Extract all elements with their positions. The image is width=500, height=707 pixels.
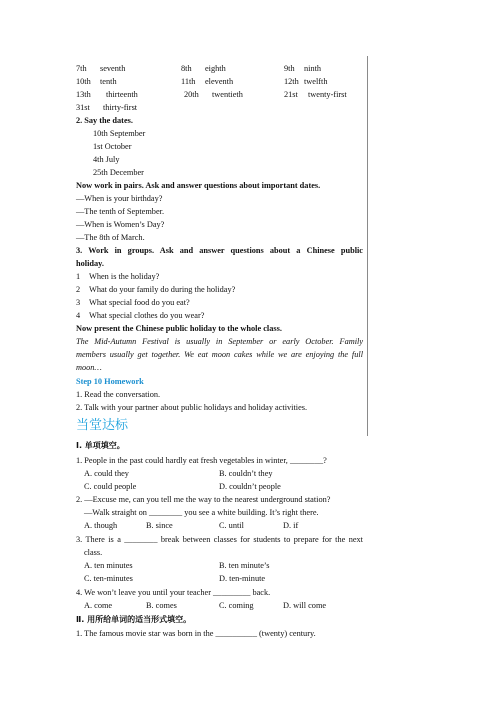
q1-option-d: D. couldn’t people <box>219 482 281 491</box>
q1-stem: 1. People in the past could hardly eat fresh vegetables in winter, ________? <box>76 456 327 465</box>
q4-option-a: A. come <box>84 601 113 610</box>
ordinal-num: 20th <box>184 90 199 99</box>
q4-stem: 4. We won’t leave you until your teacher _________ back. <box>76 588 271 597</box>
ordinal-num: 9th <box>284 64 295 73</box>
question-text: What special clothes do you wear? <box>89 311 205 320</box>
ordinal-word: tenth <box>100 77 117 86</box>
question-text: When is the holiday? <box>89 272 160 281</box>
q4-option-c: C. coming <box>219 601 254 610</box>
pairs-heading: Now work in pairs. Ask and answer questions about important dates. <box>76 181 321 190</box>
ordinal-num: 11th <box>181 77 196 86</box>
example-paragraph-line: members usually get together. We eat moon cakes while we are enjoying the full <box>76 350 363 359</box>
date-item: 10th September <box>93 129 146 138</box>
ordinal-word: ninth <box>304 64 322 73</box>
date-item: 1st October <box>93 142 132 151</box>
ordinal-num: 21st <box>284 90 298 99</box>
part2-title: Ⅱ. 用所给单词的适当形式填空。 <box>76 615 192 624</box>
ordinal-num: 13th <box>76 90 91 99</box>
ordinal-num: 31st <box>76 103 90 112</box>
ordinal-num: 12th <box>284 77 299 86</box>
dialogue-line: —When is your birthday? <box>76 194 163 203</box>
example-paragraph-line: moon… <box>76 363 102 372</box>
date-item: 25th December <box>93 168 144 177</box>
q4-option-b: B. comes <box>146 601 177 610</box>
groups-heading-cont: holiday. <box>76 259 104 268</box>
say-dates-heading: 2. Say the dates. <box>76 116 133 125</box>
q3-stem: 3. There is a ________ break between classes for students to prepare for the next <box>76 535 363 544</box>
ordinal-word: thirteenth <box>106 90 138 99</box>
part1-title: Ⅰ. 单项填空。 <box>76 441 125 450</box>
homework-step-title: Step 10 Homework <box>76 377 144 386</box>
q3-option-c: C. ten-minutes <box>84 574 133 583</box>
q3-stem-cont: class. <box>84 548 103 557</box>
margin-rule <box>367 56 368 436</box>
example-paragraph-line: The Mid-Autumn Festival is usually in September or early October. Family <box>76 337 363 346</box>
question-text: What special food do you eat? <box>89 298 190 307</box>
present-heading: Now present the Chinese public holiday to the whole class. <box>76 324 282 333</box>
ordinal-num: 8th <box>181 64 192 73</box>
q2-option-d: D. if <box>283 521 299 530</box>
ordinal-word: twenty-first <box>308 90 347 99</box>
q1-option-a: A. could they <box>84 469 129 478</box>
q2-stem: 2. —Excuse me, can you tell me the way to the nearest underground station? <box>76 495 331 504</box>
q2-option-b: B. since <box>146 521 173 530</box>
q1-option-b: B. couldn’t they <box>219 469 273 478</box>
homework-item: 2. Talk with your partner about public holidays and holiday activities. <box>76 403 308 412</box>
dialogue-line: —The tenth of September. <box>76 207 165 216</box>
ordinal-word: thirty-first <box>103 103 138 112</box>
ordinal-word: seventh <box>100 64 126 73</box>
q1-option-c: C. could people <box>84 482 137 491</box>
ordinal-word: eighth <box>205 64 226 73</box>
question-number: 2 <box>76 285 81 294</box>
dialogue-line: —The 8th of March. <box>76 233 145 242</box>
q3-option-a: A. ten minutes <box>84 561 133 570</box>
section-title: 当堂达标 <box>76 418 129 433</box>
q2-option-a: A. though <box>84 521 118 530</box>
ordinal-word: eleventh <box>205 77 234 86</box>
q3-option-d: D. ten-minute <box>219 574 266 583</box>
date-item: 4th July <box>93 155 120 164</box>
ordinal-num: 10th <box>76 77 91 86</box>
q2-option-c: C. until <box>219 521 244 530</box>
homework-item: 1. Read the conversation. <box>76 390 161 399</box>
q2-stem-cont: —Walk straight on ________ you see a white building. It’s right there. <box>84 508 319 517</box>
groups-heading: 3. Work in groups. Ask and answer questions about a Chinese public <box>76 246 363 255</box>
question-number: 3 <box>76 298 81 307</box>
ordinal-word: twentieth <box>212 90 243 99</box>
q3-option-b: B. ten minute’s <box>219 561 270 570</box>
dialogue-line: —When is Women’s Day? <box>76 220 165 229</box>
part2-q1: 1. The famous movie star was born in the __________ (twenty) century. <box>76 629 316 638</box>
question-number: 4 <box>76 311 81 320</box>
ordinal-word: twelfth <box>304 77 328 86</box>
question-text: What do your family do during the holiday? <box>89 285 236 294</box>
ordinal-num: 7th <box>76 64 87 73</box>
question-number: 1 <box>76 272 81 281</box>
q4-option-d: D. will come <box>283 601 327 610</box>
